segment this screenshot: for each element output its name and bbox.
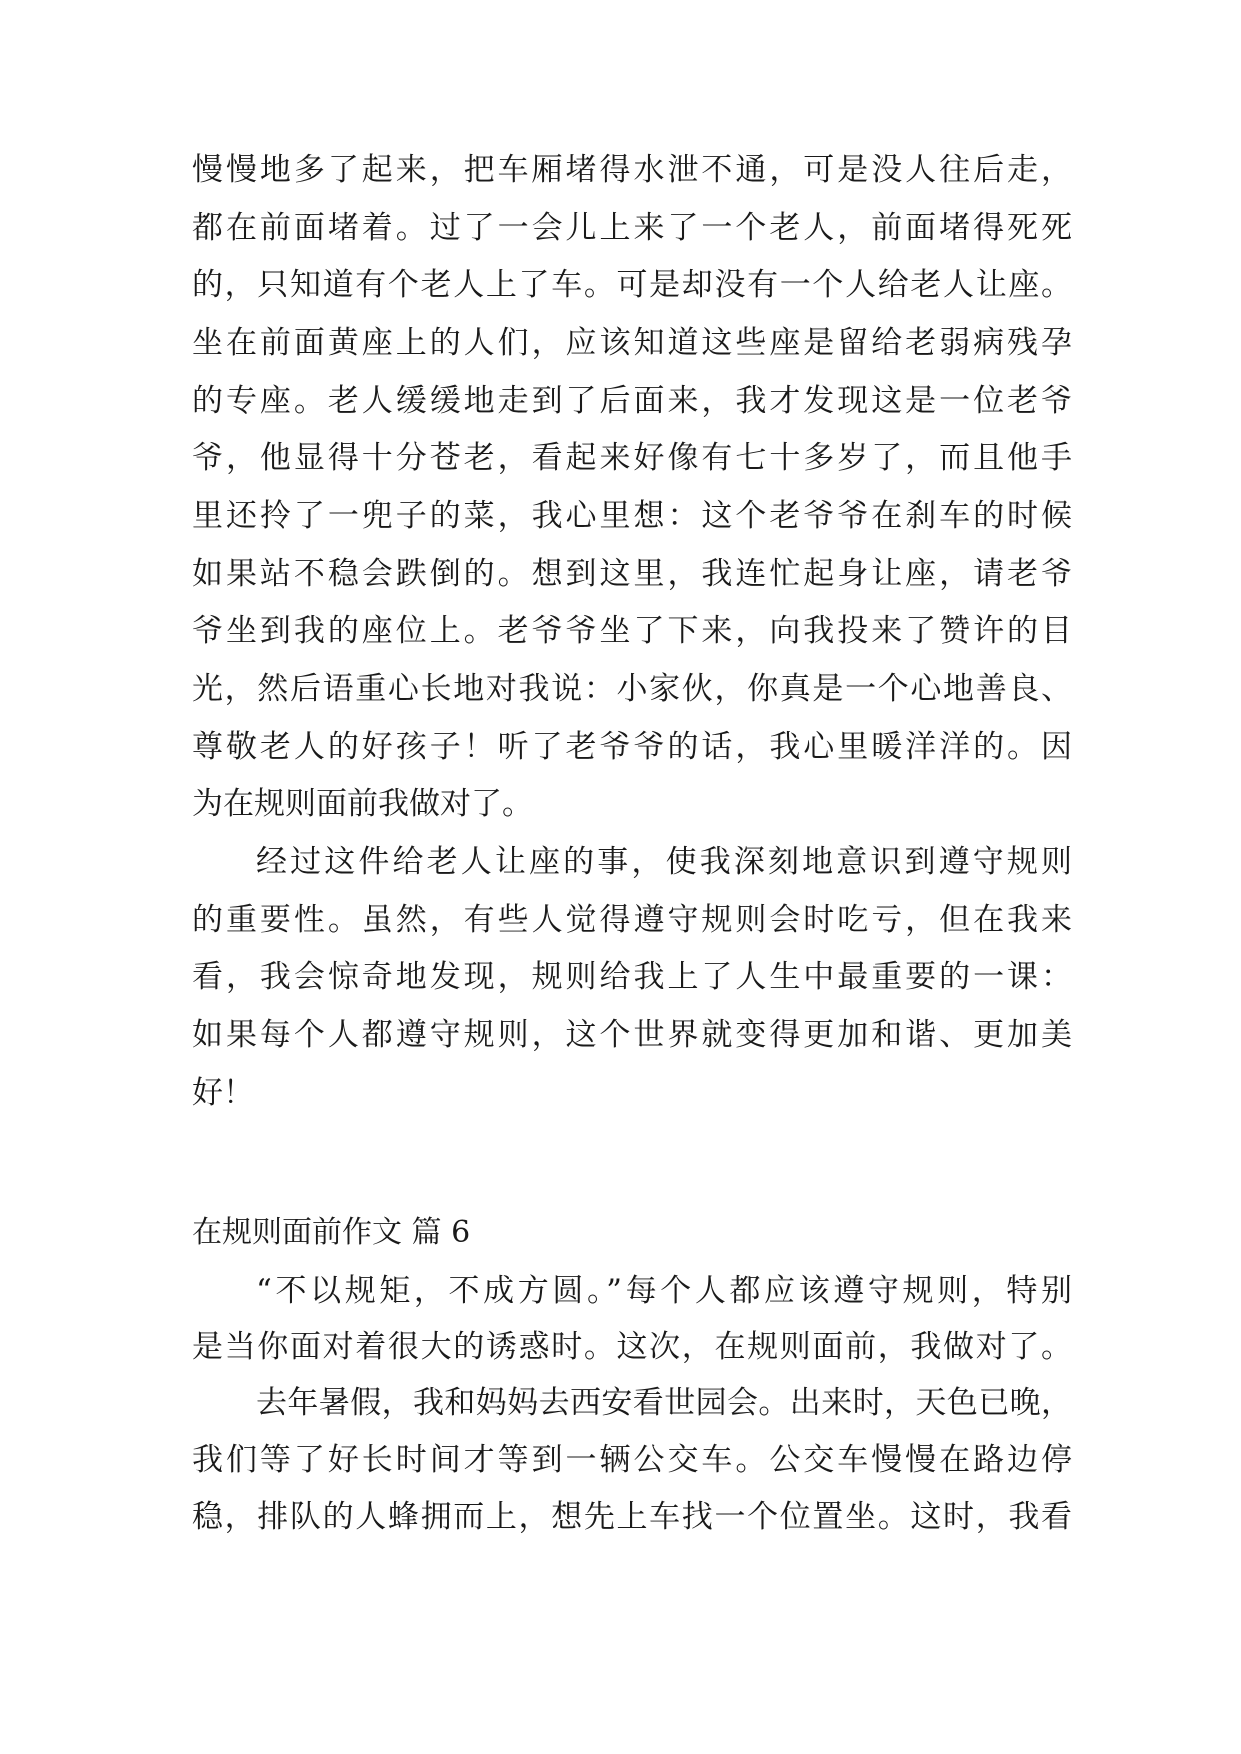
paragraph-1-line-2: 都在前面堵着。过了一会儿上来了一个老人，前面堵得死死	[192, 210, 1072, 246]
paragraph-2-line-5: 好！	[192, 1075, 254, 1111]
paragraph-4-line-2: 我们等了好长时间才等到一辆公交车。公交车慢慢在路边停	[192, 1442, 1072, 1478]
paragraph-2-line-4: 如果每个人都遵守规则，这个世界就变得更加和谐、更加美	[192, 1017, 1072, 1053]
paragraph-1-line-10: 光，然后语重心长地对我说：小家伙，你真是一个心地善良、	[192, 671, 1072, 707]
paragraph-1-line-8: 如果站不稳会跌倒的。想到这里，我连忙起身让座，请老爷	[192, 556, 1072, 592]
paragraph-4-line-1: 去年暑假，我和妈妈去西安看世园会。出来时，天色已晚，	[256, 1385, 1072, 1421]
paragraph-1-line-6: 爷，他显得十分苍老，看起来好像有七十多岁了，而且他手	[192, 440, 1072, 476]
paragraph-3-line-2: 是当你面对着很大的诱惑时。这次，在规则面前，我做对了。	[192, 1329, 1072, 1365]
paragraph-1-line-3: 的，只知道有个老人上了车。可是却没有一个人给老人让座。	[192, 267, 1072, 303]
paragraph-2-line-1: 经过这件给老人让座的事，使我深刻地意识到遵守规则	[256, 844, 1072, 880]
paragraph-2-line-2: 的重要性。虽然，有些人觉得遵守规则会时吃亏，但在我来	[192, 902, 1072, 938]
section-title: 在规则面前作文 篇 6	[192, 1215, 471, 1250]
paragraph-3-line-1: “不以规矩，不成方圆。”每个人都应该遵守规则，特别	[256, 1273, 1072, 1309]
paragraph-4-line-3: 稳，排队的人蜂拥而上，想先上车找一个位置坐。这时，我看	[192, 1499, 1072, 1535]
paragraph-1-line-9: 爷坐到我的座位上。老爷爷坐了下来，向我投来了赞许的目	[192, 613, 1072, 649]
paragraph-2-line-3: 看，我会惊奇地发现，规则给我上了人生中最重要的一课：	[192, 959, 1072, 995]
paragraph-1-line-11: 尊敬老人的好孩子！听了老爷爷的话，我心里暖洋洋的。因	[192, 729, 1072, 765]
paragraph-1-line-4: 坐在前面黄座上的人们，应该知道这些座是留给老弱病残孕	[192, 325, 1072, 361]
paragraph-1-line-5: 的专座。老人缓缓地走到了后面来，我才发现这是一位老爷	[192, 383, 1072, 419]
paragraph-1-line-7: 里还拎了一兜子的菜，我心里想：这个老爷爷在刹车的时候	[192, 498, 1072, 534]
paragraph-1-line-12: 为在规则面前我做对了。	[192, 786, 533, 822]
paragraph-1-line-1: 慢慢地多了起来，把车厢堵得水泄不通，可是没人往后走，	[192, 152, 1072, 188]
